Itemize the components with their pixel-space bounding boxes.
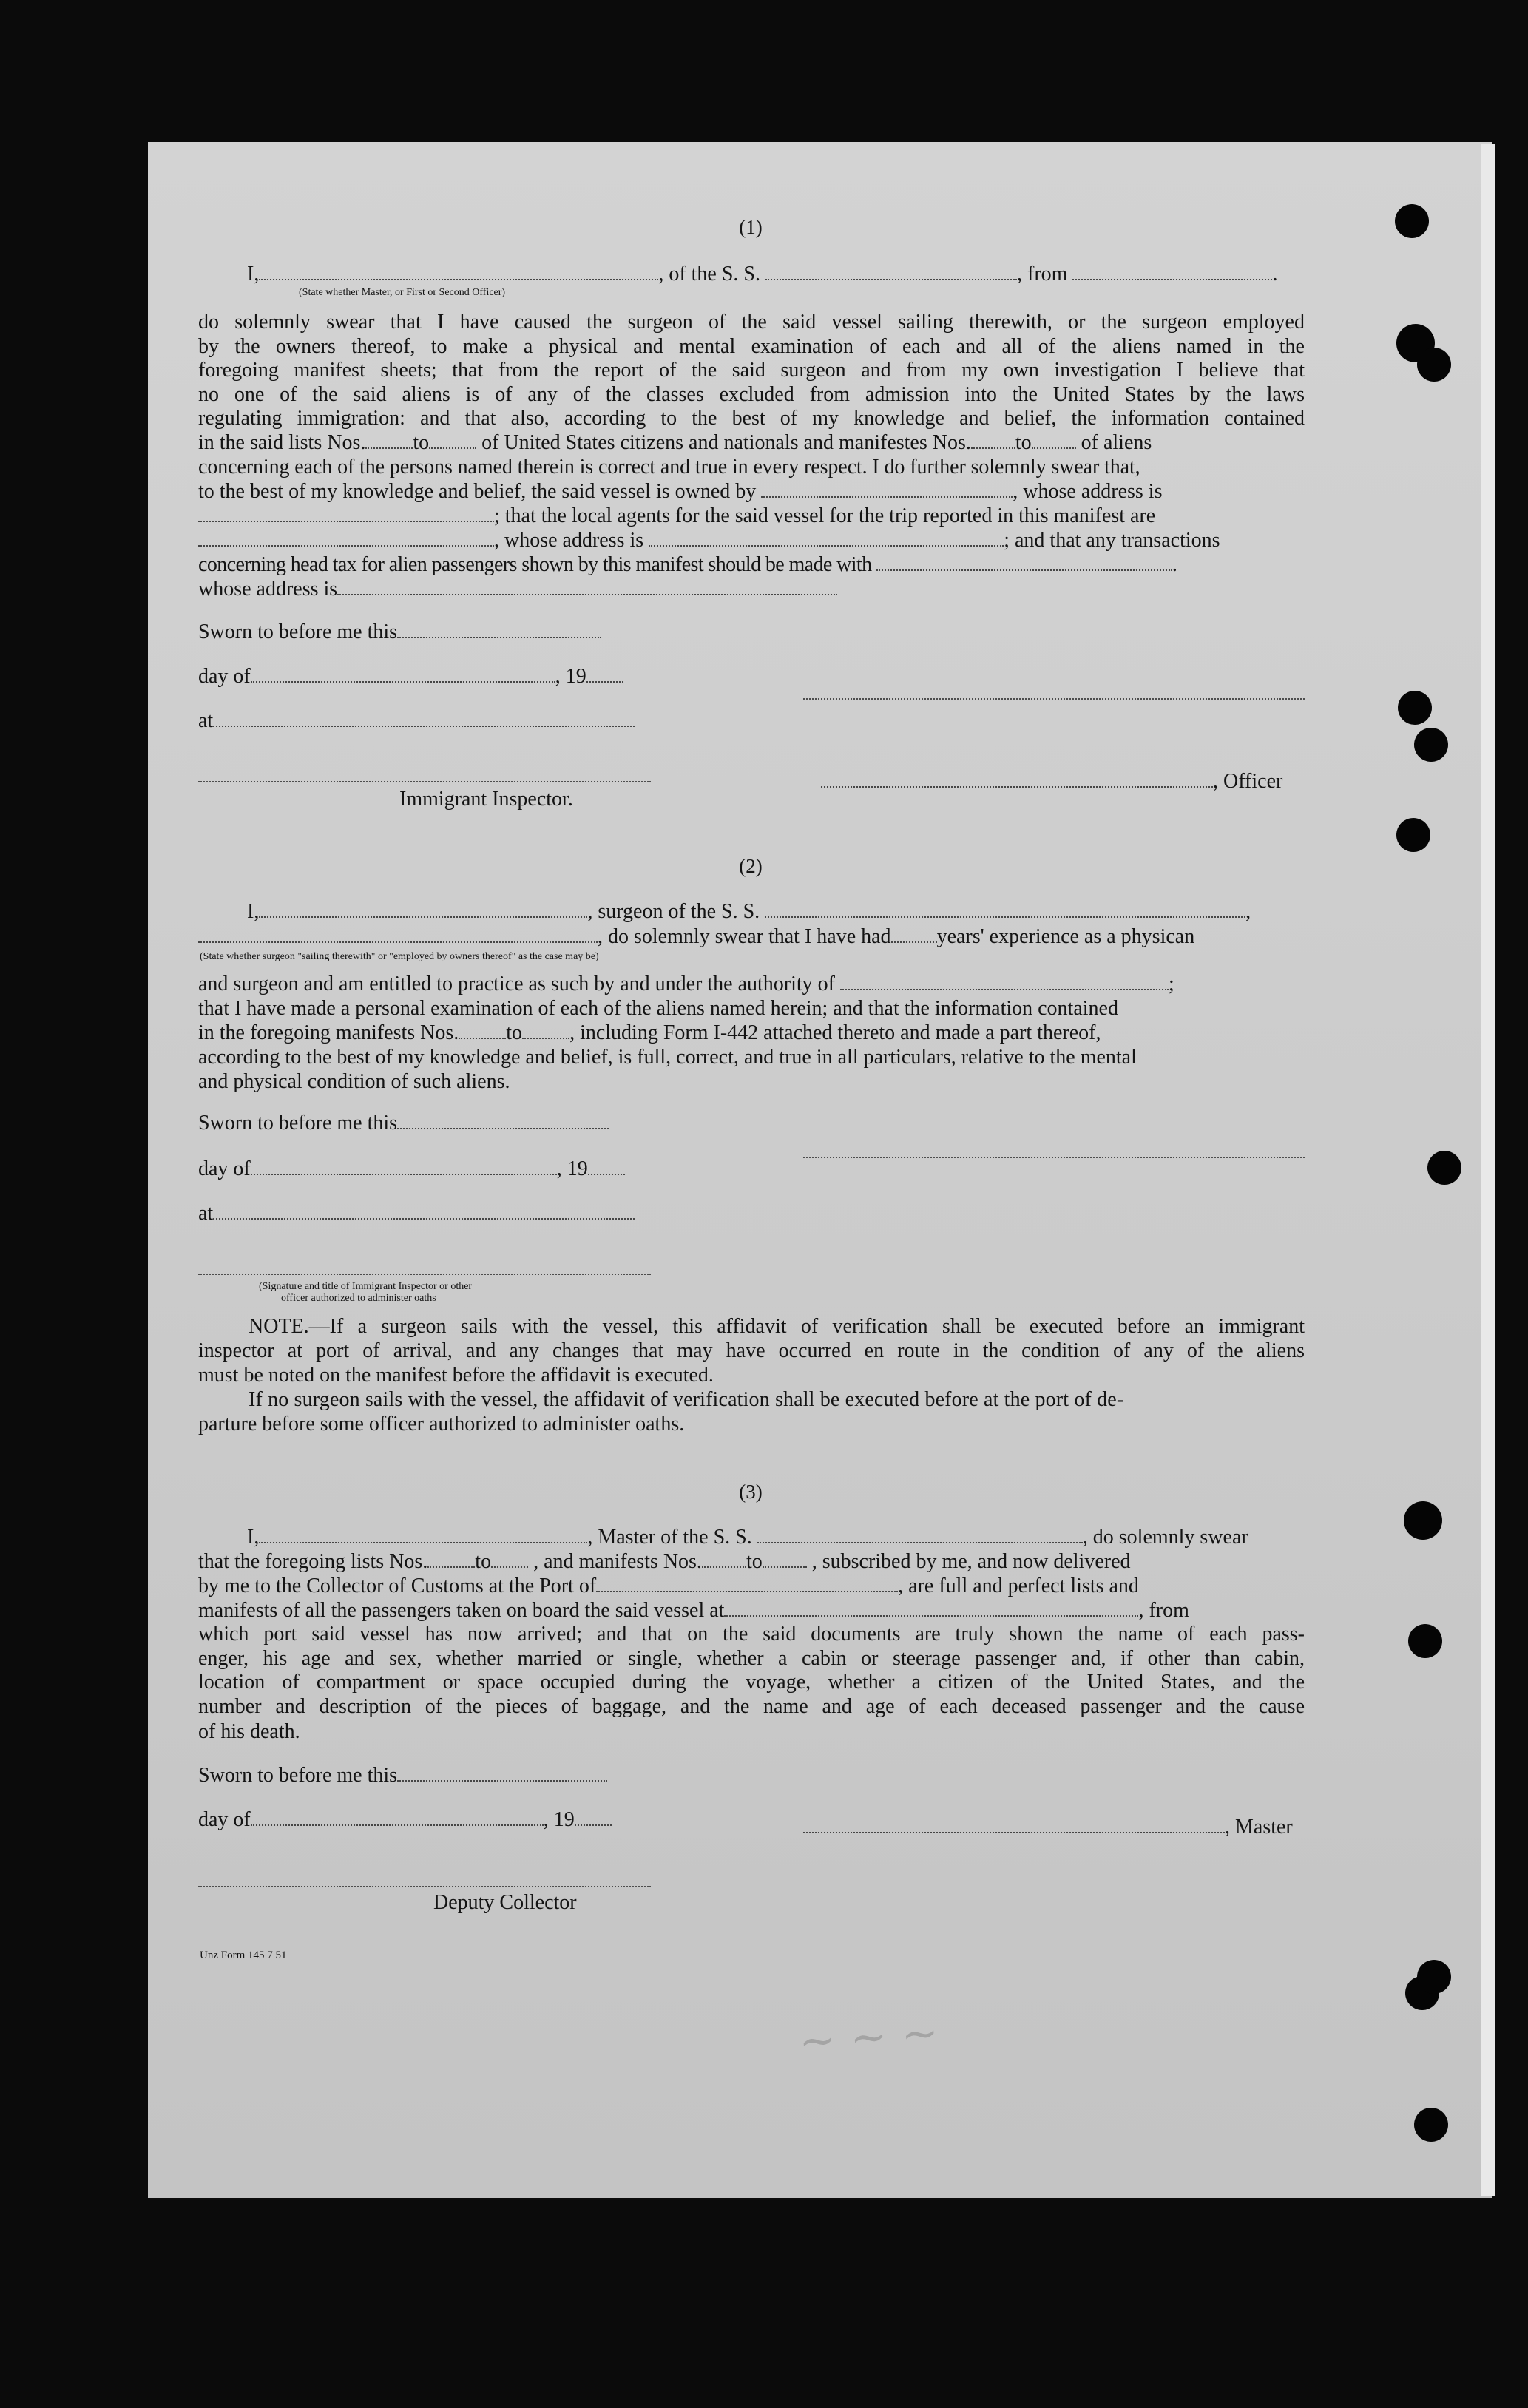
sheet-edge — [1481, 144, 1495, 2196]
sec2-inspector-signature — [198, 1274, 651, 1275]
sec1-line-12: concerning head tax for alien passengers shown by this manifest should be made with . — [198, 553, 1177, 576]
sec2-line-3: and surgeon and am entitled to practice as such by and under the authority of ; — [198, 973, 1174, 995]
sec2-line-7: and physical condition of such aliens. — [198, 1070, 510, 1093]
binder-hole — [1414, 2108, 1448, 2142]
binder-hole — [1417, 1960, 1451, 1994]
sec3-line-4: manifests of all the passengers taken on board the said vessel at , from — [198, 1599, 1189, 1622]
binder-hole — [1427, 1151, 1461, 1185]
sec1-day-line: day of , 19 — [198, 664, 623, 689]
binder-hole — [1396, 818, 1430, 852]
sec1-oath-paragraph: do solemnly swear that I have caused the surgeon of the said vessel sailing therewith, or the surgeon employed by the owners thereof, to make a physical and mental examination of each and all of the aliens named in the foregoing manifest sheets; that from the report of the said surgeon and from my own investigation I believe that no one of the said aliens is of any of the classes excluded from admission into the United States by the laws regulating immigration: and that also, according to the best of my knowledge and belief, the information contained — [198, 311, 1305, 430]
sec3-sworn-line: Sworn to before me this — [198, 1763, 607, 1788]
section-1-number: (1) — [739, 216, 763, 238]
sec1-line-8: concerning each of the persons named therein is correct and true in every respect. I do further solemnly swear that, — [198, 456, 1140, 478]
sec1-line-1: I, , of the S. S. , from . — [247, 263, 1278, 285]
sec1-inspector-label: Immigrant Inspector. — [399, 788, 573, 811]
binder-hole — [1404, 1501, 1442, 1540]
binder-hole — [1408, 1624, 1442, 1658]
sec2-line-4: that I have made a personal examination of each of the aliens named herein; and that the information contained — [198, 997, 1118, 1020]
sec1-officer-signature-upper — [803, 698, 1305, 700]
sec2-signature-caption-2: officer authorized to administer oaths — [281, 1293, 436, 1304]
sec3-master-line: , Master — [803, 1815, 1293, 1840]
sec1-line-13: whose address is — [198, 577, 837, 602]
sec1-at-line: at — [198, 708, 635, 734]
sec1-line-9: to the best of my knowledge and belief, the said vessel is owned by , whose address is — [198, 480, 1163, 503]
sec2-at-line: at — [198, 1201, 635, 1226]
sec3-day-line: day of , 19 — [198, 1807, 612, 1833]
sec3-line-9: of his death. — [198, 1720, 300, 1743]
sec2-sworn-line: Sworn to before me this — [198, 1111, 609, 1136]
note-paragraph: NOTE.—If a surgeon sails with the vessel, this affidavit of verification shall be executed before an immigrant inspector at port of arrival, and any changes that may have occurred en route in the condition of any of the aliens — [198, 1315, 1305, 1362]
sec2-day-line: day of , 19 — [198, 1157, 625, 1182]
sec3-line-3: by me to the Collector of Customs at the Port of , are full and perfect lists and — [198, 1575, 1139, 1597]
sec3-collector-signature — [198, 1886, 651, 1887]
sec1-line-7: in the said lists Nos. to of United States citizens and nationals and manifestes Nos. to of aliens — [198, 431, 1152, 454]
binder-hole — [1417, 348, 1451, 382]
sec2-surgeon-note: (State whether surgeon "sailing therewith" or "employed by owners thereof" as the case may be) — [200, 951, 599, 962]
sec1-line-10: ; that the local agents for the said vessel for the trip reported in this manifest are — [198, 504, 1155, 529]
sec3-deputy-label: Deputy Collector — [433, 1891, 577, 1914]
sec2-surgeon-signature — [803, 1157, 1305, 1158]
note-line-5: parture before some officer authorized to administer oaths. — [198, 1413, 685, 1435]
sec3-line-2: that the foregoing lists Nos. to , and manifests Nos. to , subscribed by me, and now delivered — [198, 1550, 1131, 1573]
sec1-line-11: , whose address is ; and that any transactions — [198, 528, 1220, 553]
sec3-oath-paragraph: which port said vessel has now arrived; and that on the said documents are truly shown the name of each pass- enger, his age and sex, whether married or single, whether a cabin or steerage passenger and, if other than cabin, location of compartment or space occupied during the voyage, whether a citizen of the United States, and the number and description of the pieces of baggage, and the name and age of each deceased passenger and the cause — [198, 1623, 1305, 1718]
sec1-sworn-line: Sworn to before me this — [198, 620, 601, 645]
sec2-line-6: according to the best of my knowledge and belief, is full, correct, and true in all particulars, relative to the mental — [198, 1046, 1137, 1069]
sec1-officer-note: (State whether Master, or First or Second Officer) — [299, 287, 506, 298]
binder-hole — [1398, 691, 1432, 725]
form-number-footer: Unz Form 145 7 51 — [200, 1949, 287, 1961]
sec3-line-1: I, , Master of the S. S. , do solemnly swear — [247, 1526, 1248, 1549]
section-3-number: (3) — [739, 1481, 763, 1503]
bleed-through-handwriting: ~ ~ ~ — [797, 2006, 941, 2069]
note-line-4: If no surgeon sails with the vessel, the affidavit of verification shall be executed before at the port of de- — [249, 1388, 1124, 1411]
binder-hole — [1414, 728, 1448, 762]
sec1-inspector-signature — [198, 781, 651, 782]
sec1-officer-line: , Officer — [821, 769, 1282, 794]
sec2-line-1: I, , surgeon of the S. S. , — [247, 900, 1251, 923]
section-2-number: (2) — [739, 855, 763, 877]
binder-hole — [1395, 204, 1429, 238]
sec2-line-5: in the foregoing manifests Nos. to , including Form I-442 attached thereto and made a part thereof, — [198, 1021, 1101, 1044]
sec2-signature-caption-1: (Signature and title of Immigrant Inspector or other — [259, 1281, 473, 1292]
sec2-line-2: , do solemnly swear that I have had years' experience as a physican — [198, 924, 1194, 950]
note-line-3: must be noted on the manifest before the affidavit is executed. — [198, 1364, 714, 1387]
